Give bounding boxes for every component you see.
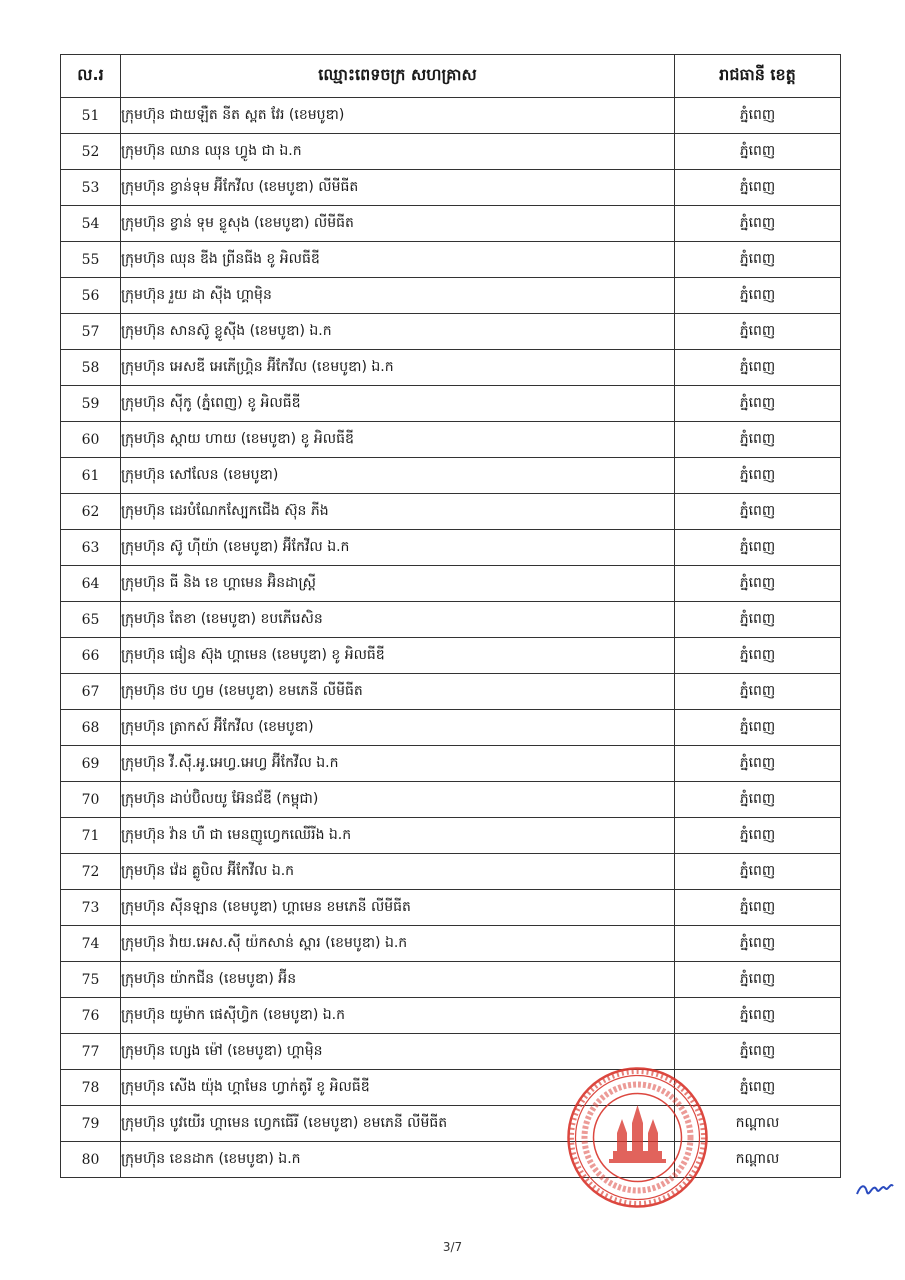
table-header (61, 55, 841, 98)
table-row (61, 242, 841, 278)
row-number: 61 (61, 458, 121, 494)
province-cell: ភ្នំពេញ (675, 386, 841, 422)
company-name: ក្រុមហ៊ុន ឈាន ឈុន ហ្វូង ជា ឯ.ក (121, 134, 675, 170)
row-number: 55 (61, 242, 121, 278)
table-row (61, 134, 841, 170)
factory-list-table (60, 54, 841, 1178)
company-name: ក្រុមហ៊ុន ស៊ូ ហ៊ីយ៉ា (ខេមបូឌា) អ៊ីកែវីល ឯ.ក (121, 530, 675, 566)
province-cell: ភ្នំពេញ (675, 530, 841, 566)
row-number: 71 (61, 818, 121, 854)
company-name: ក្រុមហ៊ុន វី.ស៊ី.អូ.អេហ្វ.អេហ្វ អ៊ីកែវីល ឯ.ក (121, 746, 675, 782)
company-name: ក្រុមហ៊ុន ខេនដាក (ខេមបូឌា) ឯ.ក (121, 1142, 675, 1178)
row-number: 53 (61, 170, 121, 206)
page-number: 3/7 (442, 1240, 463, 1254)
table-body (61, 98, 841, 1178)
company-name: ក្រុមហ៊ុន ស៊ីកូ (ភ្នំពេញ) ខូ អិលធីឌី (121, 386, 675, 422)
table-row (61, 602, 841, 638)
company-name: ក្រុមហ៊ុន យ៉ាកជីន (ខេមបូឌា) អ៊ីន (121, 962, 675, 998)
company-name: ក្រុមហ៊ុន ស៊ីនឡាន (ខេមបូឌា) ហ្គាមេន ខមភេនី លីមីធីត (121, 890, 675, 926)
table-row (61, 494, 841, 530)
province-cell: ភ្នំពេញ (675, 926, 841, 962)
company-name: ក្រុមហ៊ុន ដាប់ប៊ិលយូ អ៊ែនជ័ឌី (កម្ពុជា) (121, 782, 675, 818)
company-name: ក្រុមហ៊ុន សៅលែន (ខេមបូឌា) (121, 458, 675, 494)
province-cell: ភ្នំពេញ (675, 242, 841, 278)
row-number: 62 (61, 494, 121, 530)
province-cell: ភ្នំពេញ (675, 1070, 841, 1106)
company-name: ក្រុមហ៊ុន ធី និង ខេ ហ្គាមេន អ៊ិនដាស្ត្រី (121, 566, 675, 602)
row-number: 65 (61, 602, 121, 638)
row-number: 64 (61, 566, 121, 602)
table-row (61, 890, 841, 926)
province-cell: កណ្ដាល (675, 1106, 841, 1142)
province-cell: ភ្នំពេញ (675, 98, 841, 134)
province-cell: ភ្នំពេញ (675, 422, 841, 458)
row-number: 70 (61, 782, 121, 818)
table-row (61, 998, 841, 1034)
province-cell: ភ្នំពេញ (675, 314, 841, 350)
table-row (61, 206, 841, 242)
table-row (61, 962, 841, 998)
province-cell: ភ្នំពេញ (675, 350, 841, 386)
table-row (61, 1106, 841, 1142)
table-row (61, 854, 841, 890)
table-row (61, 350, 841, 386)
table-row (61, 1070, 841, 1106)
company-name: ក្រុមហ៊ុន វ៉េដ គ្លូបិល អ៊ីកែវីល ឯ.ក (121, 854, 675, 890)
province-cell: ភ្នំពេញ (675, 998, 841, 1034)
company-name: ក្រុមហ៊ុន ហ្សេង ម៉ៅ (ខេមបូឌា) ហ្គាម៉ិន (121, 1034, 675, 1070)
table-row (61, 314, 841, 350)
company-name: ក្រុមហ៊ុន ផៀន ស៊ុង ហ្គាមេន (ខេមបូឌា) ខូ អិលធីឌី (121, 638, 675, 674)
province-cell: ភ្នំពេញ (675, 278, 841, 314)
table-row (61, 746, 841, 782)
table-row (61, 674, 841, 710)
row-number: 66 (61, 638, 121, 674)
table-row (61, 1034, 841, 1070)
province-cell: ភ្នំពេញ (675, 818, 841, 854)
company-name: ក្រុមហ៊ុន សានស៊ូ ខ្លូស៊ីង (ខេមបូឌា) ឯ.ក (121, 314, 675, 350)
table-row (61, 422, 841, 458)
table-row (61, 170, 841, 206)
table-row (61, 458, 841, 494)
signature-icon (855, 1178, 895, 1200)
province-cell: ភ្នំពេញ (675, 710, 841, 746)
company-name: ក្រុមហ៊ុន ខ្វាន់ទុម អ៊ីកែវីល (ខេមបូឌា) លីមីធីត (121, 170, 675, 206)
province-cell: ភ្នំពេញ (675, 170, 841, 206)
row-number: 76 (61, 998, 121, 1034)
company-name: ក្រុមហ៊ុន យូម៉ាក ផេស៊ីហ្វិក (ខេមបូឌា) ឯ.ក (121, 998, 675, 1034)
table-row (61, 926, 841, 962)
province-cell: ភ្នំពេញ (675, 782, 841, 818)
table-row (61, 710, 841, 746)
row-number: 69 (61, 746, 121, 782)
company-name: ក្រុមហ៊ុន ខ្វាន់ ទុម ខ្លូសុង (ខេមបូឌា) លីមីធីត (121, 206, 675, 242)
header-row (61, 55, 841, 98)
table-row (61, 530, 841, 566)
table-row (61, 278, 841, 314)
province-cell: ភ្នំពេញ (675, 206, 841, 242)
company-name: ក្រុមហ៊ុន បូវយើរ ហ្គាមេន ហ្វេកធើរី (ខេមបូឌា) ខមភេនី លីមីធីត (121, 1106, 675, 1142)
company-name: ក្រុមហ៊ុន ឈុន ឌីង ព្រីនធីង ខូ អិលធីឌី (121, 242, 675, 278)
row-number: 56 (61, 278, 121, 314)
company-name: ក្រុមហ៊ុន វ៉ាន ហឺ ជា មេនញូហ្វេកឈើរីង ឯ.ក (121, 818, 675, 854)
header-province: រាជធានី ខេត្ត (675, 55, 841, 98)
header-number: ល.រ (61, 55, 121, 98)
table-row (61, 1142, 841, 1178)
row-number: 54 (61, 206, 121, 242)
row-number: 75 (61, 962, 121, 998)
company-name: ក្រុមហ៊ុន វ៉ាយ.អេស.ស៊ី យ៉កសាន់ ស្ពារ (ខេមបូឌា) ឯ.ក (121, 926, 675, 962)
province-cell: ភ្នំពេញ (675, 674, 841, 710)
company-name: ក្រុមហ៊ុន ជាយឡឺត នីត ស្ពត វែរ (ខេមបូឌា) (121, 98, 675, 134)
company-name: ក្រុមហ៊ុន សេីង យ៉ុង ហ្គាមែន ហ្វាក់តូរី ខូ អិលធីឌី (121, 1070, 675, 1106)
table-row (61, 782, 841, 818)
row-number: 80 (61, 1142, 121, 1178)
row-number: 77 (61, 1034, 121, 1070)
province-cell: ភ្នំពេញ (675, 134, 841, 170)
province-cell: ភ្នំពេញ (675, 602, 841, 638)
province-cell: ភ្នំពេញ (675, 890, 841, 926)
row-number: 52 (61, 134, 121, 170)
row-number: 59 (61, 386, 121, 422)
row-number: 67 (61, 674, 121, 710)
province-cell: ភ្នំពេញ (675, 458, 841, 494)
row-number: 63 (61, 530, 121, 566)
row-number: 68 (61, 710, 121, 746)
row-number: 73 (61, 890, 121, 926)
province-cell: ភ្នំពេញ (675, 1034, 841, 1070)
table-row (61, 638, 841, 674)
company-name: ក្រុមហ៊ុន តែខា (ខេមបូឌា) ខបភើរេសិន (121, 602, 675, 638)
province-cell: ភ្នំពេញ (675, 746, 841, 782)
header-name: ឈ្មោះពេទចក្រ សហគ្រាស (121, 55, 675, 98)
province-cell: ភ្នំពេញ (675, 854, 841, 890)
company-name: ក្រុមហ៊ុន ត្រាកស៍ អ៊ីកែវីល (ខេមបូឌា) (121, 710, 675, 746)
row-number: 78 (61, 1070, 121, 1106)
row-number: 51 (61, 98, 121, 134)
table-row (61, 386, 841, 422)
province-cell: ភ្នំពេញ (675, 962, 841, 998)
row-number: 72 (61, 854, 121, 890)
table-row (61, 818, 841, 854)
row-number: 79 (61, 1106, 121, 1142)
table-row (61, 98, 841, 134)
company-name: ក្រុមហ៊ុន ដេរបំណែកស្បែកជើង ស៊ុន ភីង (121, 494, 675, 530)
row-number: 58 (61, 350, 121, 386)
row-number: 74 (61, 926, 121, 962)
company-name: ក្រុមហ៊ុន អេសឌី អេភើហ្គ្រិន អ៊ីកែវីល (ខេមបូឌា) ឯ.ក (121, 350, 675, 386)
row-number: 57 (61, 314, 121, 350)
table-row (61, 566, 841, 602)
province-cell: ភ្នំពេញ (675, 494, 841, 530)
province-cell: កណ្ដាល (675, 1142, 841, 1178)
company-name: ក្រុមហ៊ុន រួយ ដា ស៊ីង ហ្គាម៉ិន (121, 278, 675, 314)
company-name: ក្រុមហ៊ុន ស្កាយ ហាយ (ខេមបូឌា) ខូ អិលធីឌី (121, 422, 675, 458)
company-name: ក្រុមហ៊ុន ថប ហ្វម (ខេមបូឌា) ខមភេនី លីមីធីត (121, 674, 675, 710)
province-cell: ភ្នំពេញ (675, 638, 841, 674)
province-cell: ភ្នំពេញ (675, 566, 841, 602)
row-number: 60 (61, 422, 121, 458)
